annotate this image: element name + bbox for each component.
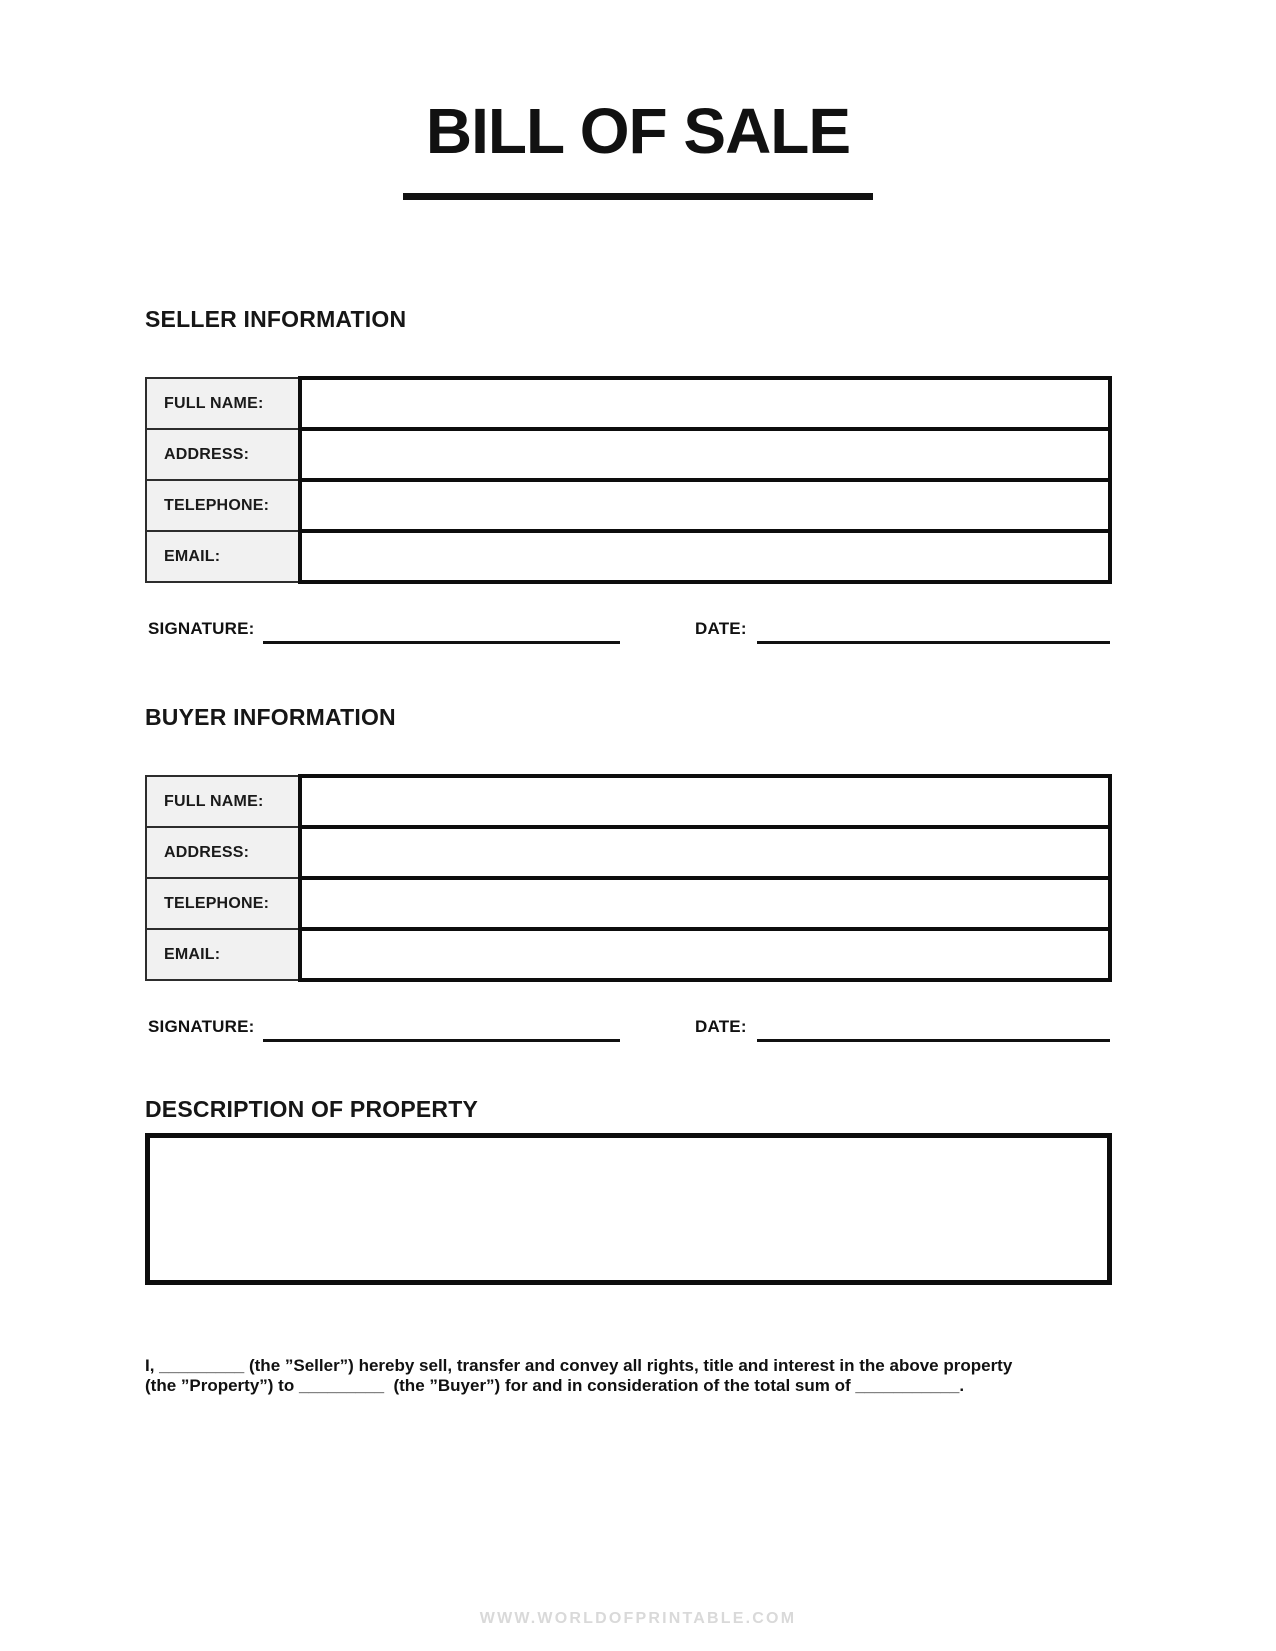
buyer-signature-row (145, 1015, 1112, 1045)
seller-telephone-label: TELEPHONE: (146, 480, 300, 531)
property-description-box[interactable] (145, 1133, 1112, 1285)
table-row (146, 480, 1110, 531)
declaration-line-2: (the ”Property”) to _________ (the ”Buyer”) for and in consideration of the total sum of ___________. (145, 1375, 965, 1395)
buyer-telephone-field[interactable] (300, 878, 1110, 929)
table-row (146, 429, 1110, 480)
table-row (146, 776, 1110, 827)
title-underline (403, 193, 873, 200)
buyer-date-line[interactable] (757, 1015, 1110, 1042)
declaration-paragraph (145, 1356, 1117, 1395)
buyer-information-heading: BUYER INFORMATION (145, 704, 396, 730)
seller-full-name-label: FULL NAME: (146, 378, 300, 429)
buyer-address-label: ADDRESS: (146, 827, 300, 878)
buyer-date-label: DATE: (695, 1017, 747, 1036)
page-title: BILL OF SALE (425, 95, 851, 167)
seller-information-heading: SELLER INFORMATION (145, 306, 407, 332)
buyer-telephone-label: TELEPHONE: (146, 878, 300, 929)
table-row (146, 378, 1110, 429)
buyer-full-name-field[interactable] (300, 776, 1110, 827)
seller-info-table (145, 376, 1112, 584)
property-description-heading: DESCRIPTION OF PROPERTY (145, 1096, 479, 1122)
buyer-email-label: EMAIL: (146, 929, 300, 980)
table-row (146, 929, 1110, 980)
table-row (146, 827, 1110, 878)
seller-full-name-field[interactable] (300, 378, 1110, 429)
buyer-signature-label: SIGNATURE: (148, 1017, 255, 1036)
seller-address-label: ADDRESS: (146, 429, 300, 480)
table-row (146, 878, 1110, 929)
buyer-full-name-label: FULL NAME: (146, 776, 300, 827)
buyer-address-field[interactable] (300, 827, 1110, 878)
seller-signature-line[interactable] (263, 617, 620, 644)
seller-address-field[interactable] (300, 429, 1110, 480)
seller-telephone-field[interactable] (300, 480, 1110, 531)
seller-signature-row (145, 617, 1112, 647)
buyer-email-field[interactable] (300, 929, 1110, 980)
buyer-info-table (145, 774, 1112, 982)
buyer-signature-line[interactable] (263, 1015, 620, 1042)
declaration-line-1: I, _________ (the ”Seller”) hereby sell, transfer and convey all rights, title and interest in the above property (145, 1356, 1013, 1375)
seller-email-field[interactable] (300, 531, 1110, 582)
table-row (146, 531, 1110, 582)
seller-date-line[interactable] (757, 617, 1110, 644)
footer-watermark: WWW.WORLDOFPRINTABLE.COM (479, 1610, 797, 1627)
seller-email-label: EMAIL: (146, 531, 300, 582)
seller-date-label: DATE: (695, 619, 747, 638)
seller-signature-label: SIGNATURE: (148, 619, 255, 638)
